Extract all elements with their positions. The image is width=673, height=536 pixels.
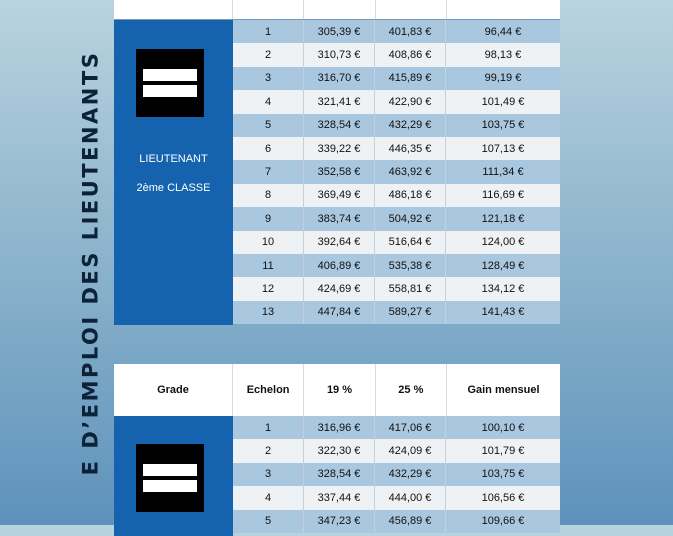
header-echelon: Echelon bbox=[233, 364, 304, 416]
table-row bbox=[233, 67, 560, 90]
salary-table-2 bbox=[114, 364, 560, 536]
table-row bbox=[233, 20, 560, 43]
rate-25-cell: 432,29 € bbox=[375, 114, 446, 137]
rate-19-cell: 406,89 € bbox=[304, 254, 375, 277]
table-row bbox=[233, 510, 560, 533]
rate-25-cell: 415,89 € bbox=[375, 67, 446, 90]
echelon-cell: 11 bbox=[233, 254, 304, 277]
rate-19-cell: 337,44 € bbox=[304, 486, 375, 509]
header-gain-mensuel: Gain mensuel bbox=[467, 384, 540, 396]
rate-25-cell: 456,89 € bbox=[375, 510, 446, 533]
table-row bbox=[233, 160, 560, 183]
echelon-cell: 10 bbox=[233, 231, 304, 254]
rate-19-cell: 316,96 € bbox=[304, 416, 375, 439]
rate-25-cell: 401,83 € bbox=[375, 20, 446, 43]
gain-cell: 141,43 € bbox=[481, 306, 525, 319]
rate-19-cell: 339,22 € bbox=[304, 137, 375, 160]
table-row bbox=[233, 463, 560, 486]
table-row bbox=[233, 90, 560, 113]
rate-19-cell: 369,49 € bbox=[304, 184, 375, 207]
echelon-cell: 2 bbox=[233, 43, 304, 66]
grade-name: LIEUTENANT bbox=[139, 153, 208, 165]
rank-insignia-icon bbox=[136, 444, 204, 512]
rate-25-cell: 444,00 € bbox=[375, 486, 446, 509]
grade-class: 2ème CLASSE bbox=[136, 182, 211, 194]
table-row bbox=[233, 114, 560, 137]
table-row bbox=[233, 137, 560, 160]
rate-25-cell: 486,18 € bbox=[375, 184, 446, 207]
gain-cell: 103,75 € bbox=[481, 119, 525, 132]
header-25-percent: 25 % bbox=[376, 364, 447, 416]
echelon-cell: 1 bbox=[233, 20, 304, 43]
table-header bbox=[114, 364, 560, 416]
echelon-cell: 5 bbox=[233, 114, 304, 137]
table-row bbox=[233, 184, 560, 207]
table-row bbox=[233, 301, 560, 324]
echelon-cell: 8 bbox=[233, 184, 304, 207]
table-row bbox=[233, 439, 560, 462]
gain-cell: 106,56 € bbox=[481, 491, 525, 504]
echelon-cell: 4 bbox=[233, 486, 304, 509]
gain-cell: 109,66 € bbox=[481, 515, 525, 528]
table-row bbox=[233, 231, 560, 254]
rate-25-cell: 589,27 € bbox=[375, 301, 446, 324]
rate-25-cell: 535,38 € bbox=[375, 254, 446, 277]
table-row bbox=[233, 416, 560, 439]
echelon-cell: 13 bbox=[233, 301, 304, 324]
rate-25-cell: 408,86 € bbox=[375, 43, 446, 66]
grade-cell bbox=[114, 416, 233, 536]
echelon-cell: 1 bbox=[233, 416, 304, 439]
rate-19-cell: 316,70 € bbox=[304, 67, 375, 90]
table-header-strip bbox=[114, 0, 560, 20]
gain-cell: 100,10 € bbox=[481, 421, 525, 434]
rate-19-cell: 347,23 € bbox=[304, 510, 375, 533]
gain-cell: 128,49 € bbox=[481, 259, 525, 272]
gain-cell: 116,69 € bbox=[481, 189, 524, 202]
rate-19-cell: 352,58 € bbox=[304, 160, 375, 183]
rate-19-cell: 447,84 € bbox=[304, 301, 375, 324]
echelon-cell: 7 bbox=[233, 160, 304, 183]
table-row bbox=[233, 486, 560, 509]
rate-25-cell: 463,92 € bbox=[375, 160, 446, 183]
gain-cell: 107,13 € bbox=[481, 142, 525, 155]
gain-cell: 121,18 € bbox=[481, 212, 525, 225]
rate-19-cell: 310,73 € bbox=[304, 43, 375, 66]
vertical-title-text: E D’EMPLOI DES LIEUTENANTS bbox=[78, 50, 103, 475]
rate-19-cell: 424,69 € bbox=[304, 277, 375, 300]
table-row bbox=[233, 43, 560, 66]
rate-25-cell: 516,64 € bbox=[375, 231, 446, 254]
table-row bbox=[233, 277, 560, 300]
gain-cell: 111,34 € bbox=[482, 166, 524, 179]
rate-19-cell: 305,39 € bbox=[304, 20, 375, 43]
rate-19-cell: 328,54 € bbox=[304, 114, 375, 137]
rate-25-cell: 422,90 € bbox=[375, 90, 446, 113]
gain-cell: 103,75 € bbox=[481, 468, 525, 481]
rank-insignia-icon bbox=[136, 49, 204, 117]
vertical-title bbox=[70, 0, 110, 525]
rate-25-cell: 432,29 € bbox=[375, 463, 446, 486]
gain-cell: 99,19 € bbox=[484, 72, 522, 85]
rate-19-cell: 328,54 € bbox=[304, 463, 375, 486]
rate-25-cell: 446,35 € bbox=[375, 137, 446, 160]
gain-cell: 96,44 € bbox=[484, 25, 522, 38]
table-row bbox=[233, 207, 560, 230]
rate-25-cell: 424,09 € bbox=[375, 439, 446, 462]
echelon-cell: 3 bbox=[233, 463, 304, 486]
gain-cell: 98,13 € bbox=[484, 49, 522, 62]
rate-19-cell: 392,64 € bbox=[304, 231, 375, 254]
rate-19-cell: 322,30 € bbox=[304, 439, 375, 462]
header-grade: Grade bbox=[114, 364, 233, 416]
table-rows bbox=[233, 416, 560, 536]
gain-cell: 101,79 € bbox=[481, 445, 525, 458]
echelon-cell: 6 bbox=[233, 137, 304, 160]
salary-table-lieutenant-2e-classe bbox=[114, 0, 560, 325]
gain-cell: 101,49 € bbox=[481, 95, 525, 108]
rate-19-cell: 321,41 € bbox=[304, 90, 375, 113]
rate-25-cell: 504,92 € bbox=[375, 207, 446, 230]
rate-25-cell: 417,06 € bbox=[375, 416, 446, 439]
gain-cell: 124,00 € bbox=[481, 236, 525, 249]
header-19-percent: 19 % bbox=[304, 364, 375, 416]
table-row bbox=[233, 254, 560, 277]
table-rows bbox=[233, 20, 560, 325]
echelon-cell: 4 bbox=[233, 90, 304, 113]
grade-cell bbox=[114, 20, 233, 325]
rate-19-cell: 383,74 € bbox=[304, 207, 375, 230]
echelon-cell: 9 bbox=[233, 207, 304, 230]
echelon-cell: 12 bbox=[233, 277, 304, 300]
echelon-cell: 3 bbox=[233, 67, 304, 90]
echelon-cell: 5 bbox=[233, 510, 304, 533]
echelon-cell: 2 bbox=[233, 439, 304, 462]
rate-25-cell: 558,81 € bbox=[375, 277, 446, 300]
gain-cell: 134,12 € bbox=[481, 282, 525, 295]
